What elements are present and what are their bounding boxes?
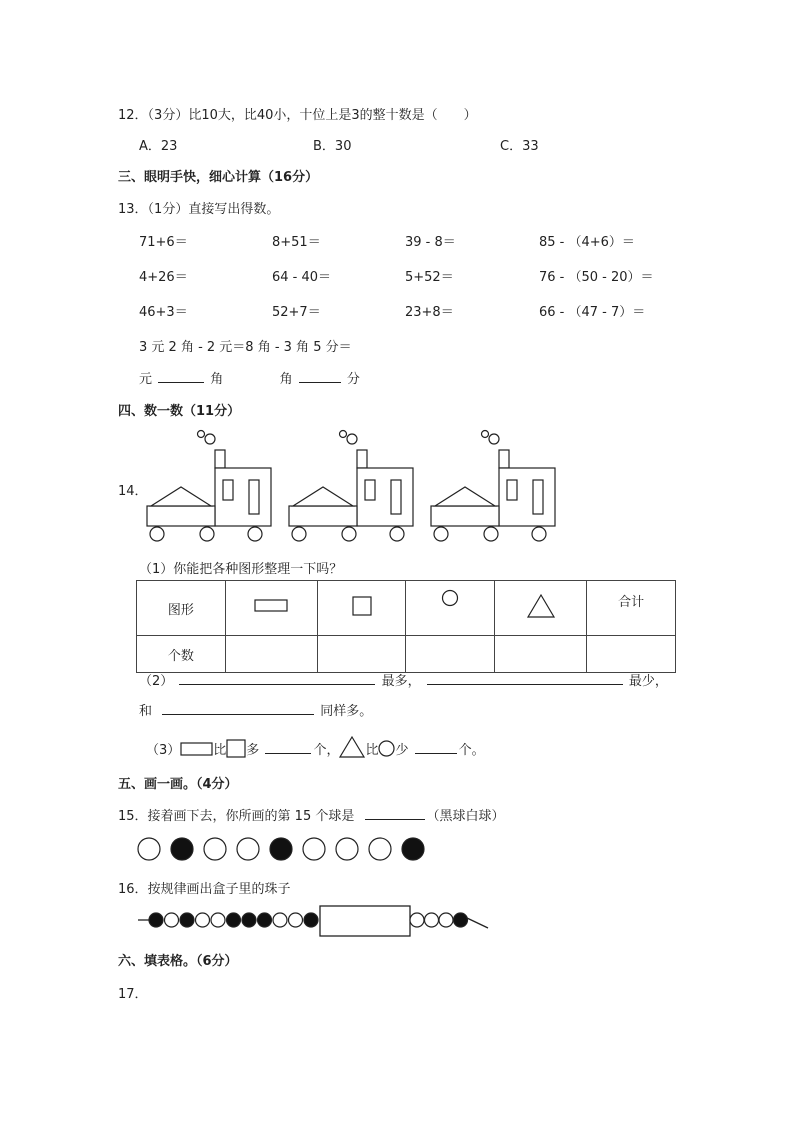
count-cell-square[interactable] <box>317 636 406 673</box>
sub2-same-label: 同样多。 <box>320 704 373 719</box>
table-count-label: 个数 <box>137 636 226 673</box>
compare-label: 比 <box>365 743 379 758</box>
train-illustration <box>145 428 557 546</box>
triangle-icon <box>339 736 365 758</box>
white-ball <box>303 838 325 860</box>
white-ball <box>237 838 259 860</box>
train-3 <box>431 431 555 542</box>
q12-option-b: B．30 <box>313 139 352 154</box>
calc-item: 52+7＝ <box>272 305 321 320</box>
answer-blank[interactable] <box>265 741 311 754</box>
answer-blank[interactable] <box>158 370 204 383</box>
calc-item: 46+3＝ <box>139 305 188 320</box>
answer-blank[interactable] <box>299 370 341 383</box>
black-bead <box>242 913 256 927</box>
calc-item: 39 - 8＝ <box>405 235 456 250</box>
square-icon <box>317 581 406 636</box>
white-ball <box>369 838 391 860</box>
unit-label: 角 <box>279 372 293 387</box>
q12-option-a: A．23 <box>139 139 178 154</box>
calc-item: 64 - 40＝ <box>272 270 332 285</box>
triangle-icon <box>495 581 587 636</box>
calc-item: 8+51＝ <box>272 235 321 250</box>
sub2-and-label: 和 <box>139 704 153 719</box>
q15-stem-line <box>118 805 505 824</box>
white-bead <box>425 913 439 927</box>
black-bead <box>258 913 272 927</box>
section-heading-4: 四、数一数（11分） <box>118 404 241 419</box>
sub2-most-label: 最多， <box>381 674 421 689</box>
q12-option-c: C．33 <box>500 139 539 154</box>
black-bead <box>304 913 318 927</box>
answer-blank[interactable] <box>365 807 425 820</box>
black-ball <box>171 838 193 860</box>
calc-item: 5+52＝ <box>405 270 454 285</box>
answer-blank[interactable] <box>162 702 314 715</box>
black-bead <box>180 913 194 927</box>
money-line: 3 元 2 角 - 2 元＝8 角 - 3 角 5 分＝ <box>139 340 352 355</box>
black-ball <box>402 838 424 860</box>
q14-sub3 <box>146 736 485 758</box>
train-2 <box>289 431 413 542</box>
bead-string <box>136 904 496 940</box>
white-ball <box>336 838 358 860</box>
section-heading-5: 五、画一画。（4分） <box>118 777 238 792</box>
answer-blank[interactable] <box>427 672 623 685</box>
compare-label: 比 <box>213 743 227 758</box>
unit-label: 个。 <box>458 743 485 758</box>
answer-blank[interactable] <box>415 741 457 754</box>
count-cell-triangle[interactable] <box>495 636 587 673</box>
black-bead <box>149 913 163 927</box>
unit-label: 个， <box>313 743 340 758</box>
q14-sub2-line1 <box>139 670 668 689</box>
q14-sub2-line2 <box>139 700 372 719</box>
count-cell-total[interactable] <box>587 636 676 673</box>
table-header-label: 图形 <box>137 581 226 636</box>
answer-blank[interactable] <box>179 672 375 685</box>
white-bead <box>410 913 424 927</box>
black-ball <box>270 838 292 860</box>
bead-box <box>320 906 410 936</box>
table-total-label: 合计 <box>587 581 676 636</box>
white-bead <box>196 913 210 927</box>
section-heading-3: 三、眼明手快，细心计算（16分） <box>118 170 319 185</box>
count-cell-circle[interactable] <box>406 636 495 673</box>
sub2-prefix: （2） <box>139 674 174 689</box>
calc-item: 4+26＝ <box>139 270 188 285</box>
circle-icon <box>406 581 495 636</box>
white-ball <box>204 838 226 860</box>
unit-label: 角 <box>210 372 224 387</box>
calc-item: 66 - （47 - 7）＝ <box>539 305 646 320</box>
more-label: 多 <box>246 743 260 758</box>
q13-stem: 13．（1分）直接写出得数。 <box>118 202 280 217</box>
black-bead <box>227 913 241 927</box>
square-icon <box>226 739 246 758</box>
q12-stem: 12．（3分）比10大，比40小，十位上是3的整十数是（ ） <box>118 108 477 123</box>
circle-icon <box>378 740 395 757</box>
rectangle-icon <box>225 581 317 636</box>
calc-item: 76 - （50 - 20）＝ <box>539 270 654 285</box>
rectangle-icon <box>180 742 213 756</box>
ball-sequence <box>136 836 426 864</box>
black-bead <box>454 913 468 927</box>
count-cell-rectangle[interactable] <box>225 636 317 673</box>
shape-tally-table <box>136 580 676 673</box>
train-1 <box>147 431 271 542</box>
unit-label: 元 <box>139 372 153 387</box>
white-bead <box>273 913 287 927</box>
white-bead <box>211 913 225 927</box>
sub3-prefix: （3） <box>146 743 181 758</box>
q17-number: 17． <box>118 987 148 1002</box>
sub2-least-label: 最少， <box>628 674 668 689</box>
calc-item: 23+8＝ <box>405 305 454 320</box>
white-bead <box>289 913 303 927</box>
q14-number: 14． <box>118 484 148 499</box>
section-heading-6: 六、填表格。（6分） <box>118 954 238 969</box>
white-ball <box>138 838 160 860</box>
q14-sub1: （1）你能把各种图形整理一下吗？ <box>139 562 343 577</box>
calc-item: 85 - （4+6）＝ <box>539 235 635 250</box>
money-answer-line <box>139 368 360 387</box>
calc-item: 71+6＝ <box>139 235 188 250</box>
unit-label: 分 <box>346 372 360 387</box>
q16-stem: 16．按规律画出盒子里的珠子 <box>118 882 291 897</box>
q15-hint: （黑球白球） <box>426 809 505 824</box>
white-bead <box>439 913 453 927</box>
white-bead <box>165 913 179 927</box>
q15-stem: 15．接着画下去，你所画的第 15 个球是 <box>118 809 355 824</box>
less-label: 少 <box>395 743 409 758</box>
